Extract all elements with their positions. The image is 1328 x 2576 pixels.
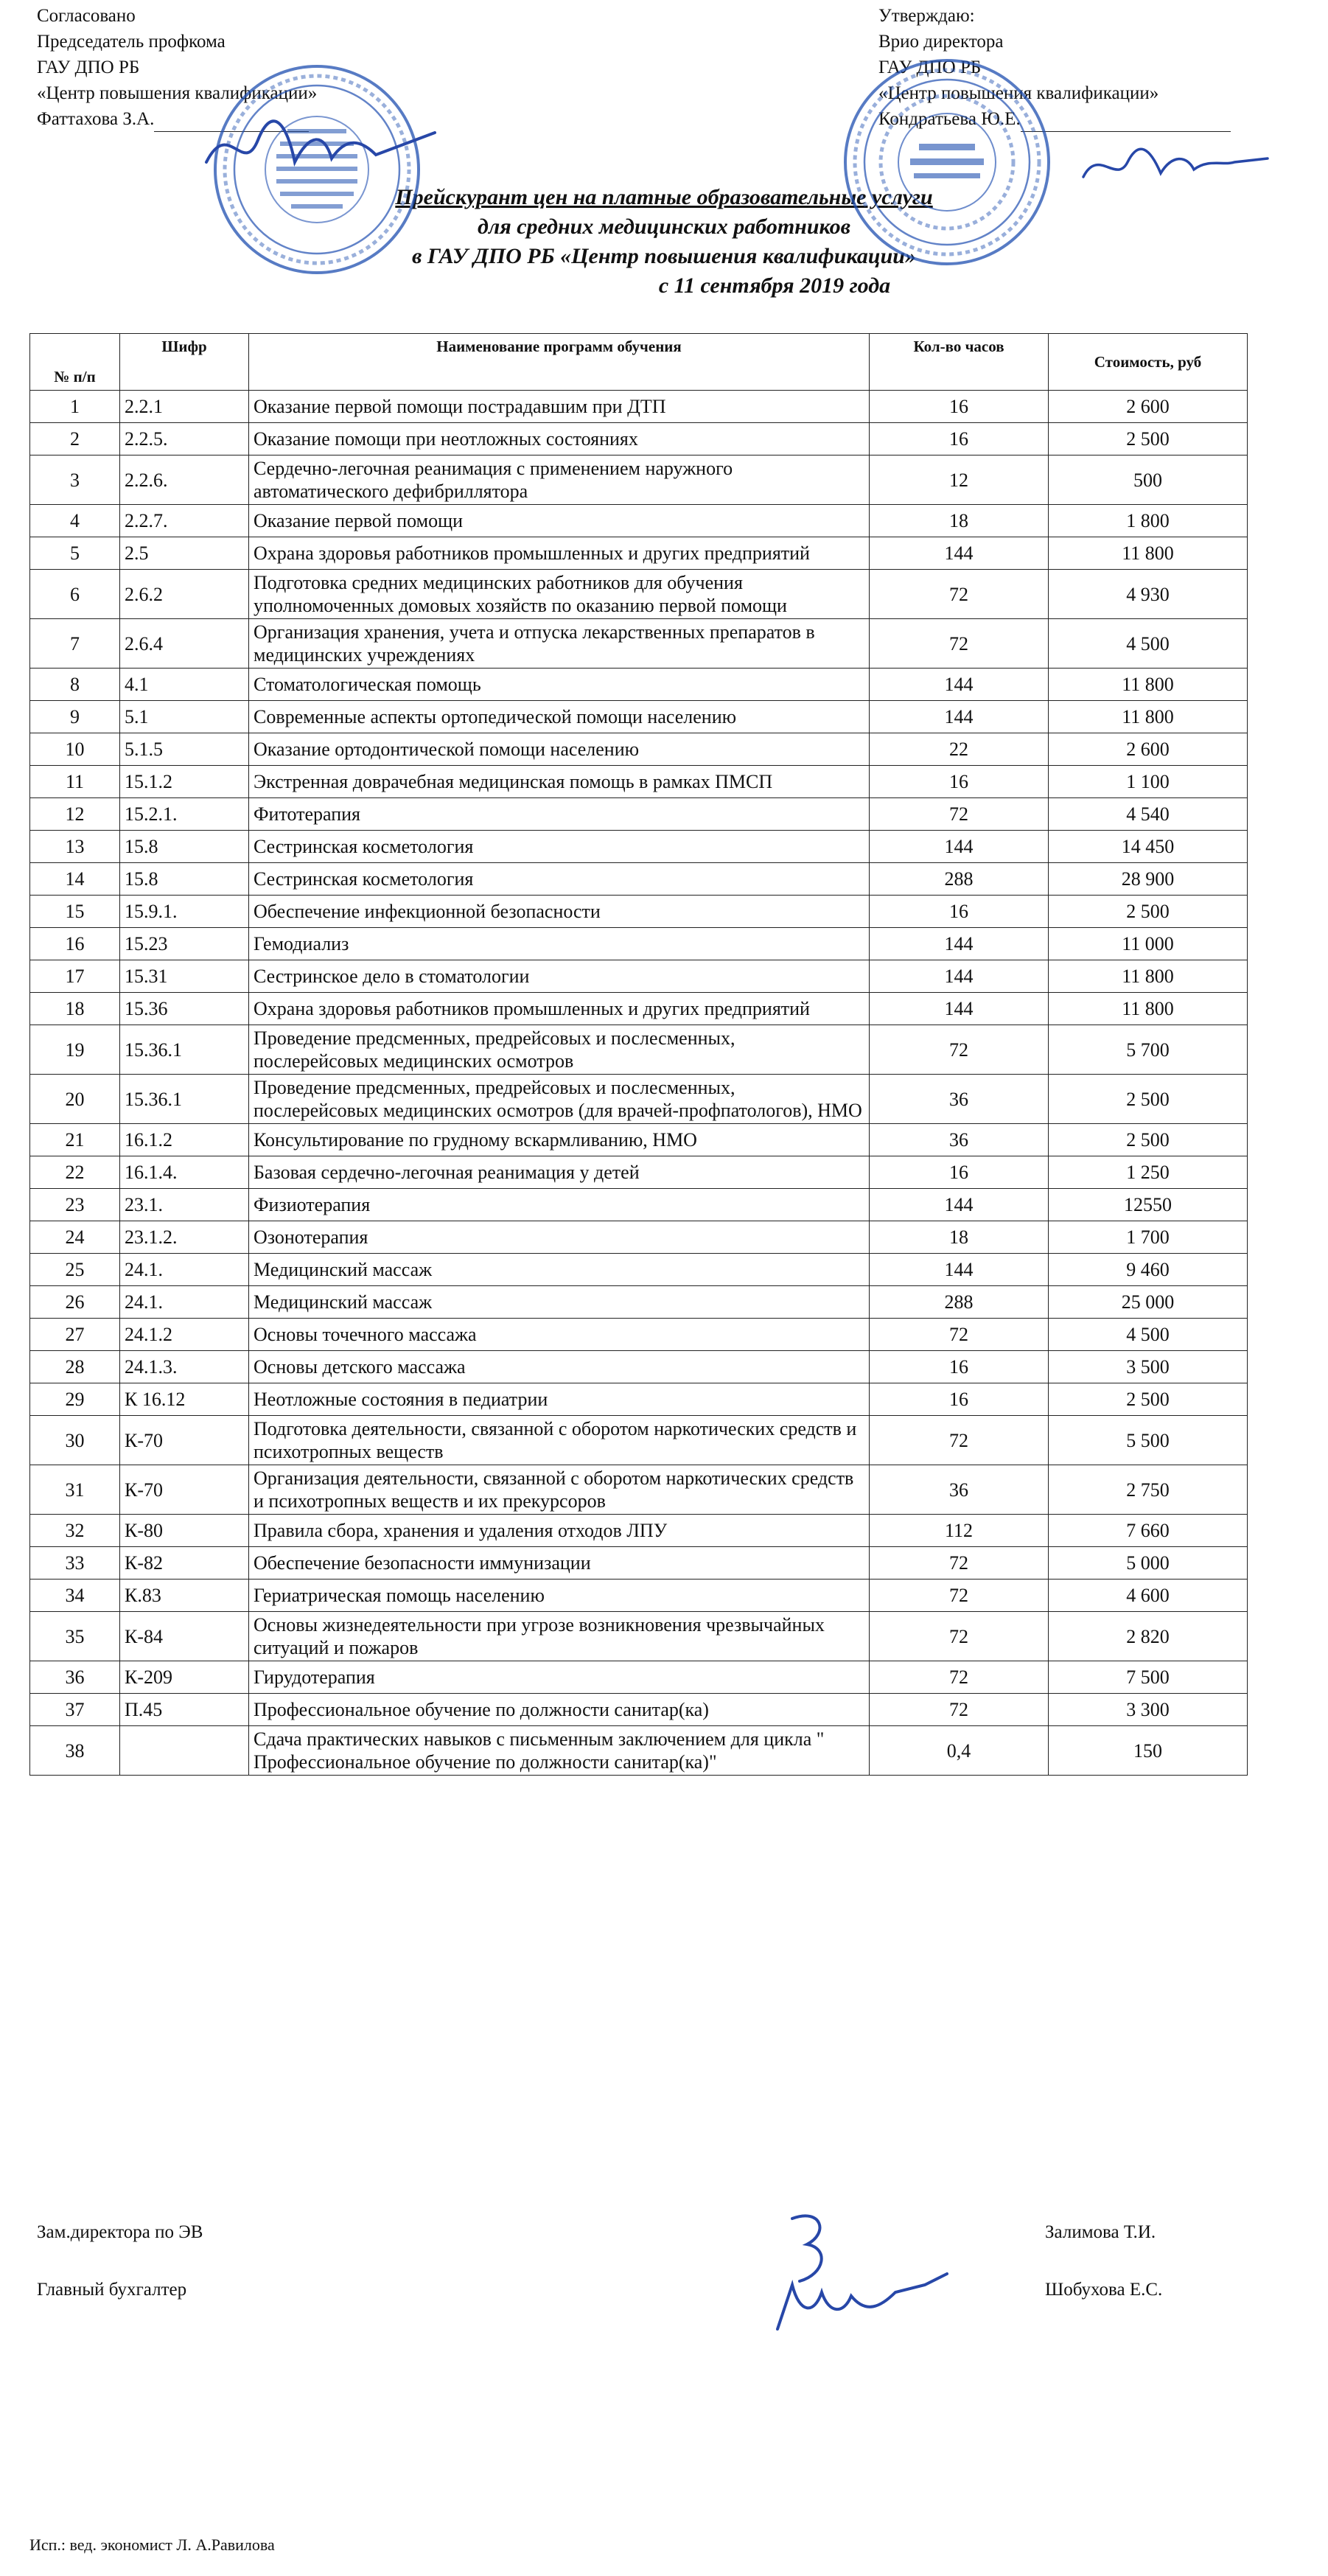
table-row <box>30 1515 1248 1547</box>
program-hours: 16 <box>870 1351 1049 1383</box>
program-price: 3 500 <box>1049 1351 1248 1383</box>
program-price: 2 600 <box>1049 733 1248 766</box>
table-row <box>30 733 1248 766</box>
program-code: 15.2.1. <box>120 798 249 831</box>
program-code: 15.1.2 <box>120 766 249 798</box>
program-code: К 16.12 <box>120 1383 249 1416</box>
program-price: 5 700 <box>1049 1025 1248 1075</box>
program-code: 15.23 <box>120 928 249 960</box>
program-price: 11 000 <box>1049 928 1248 960</box>
program-name: Стоматологическая помощь <box>249 669 870 701</box>
row-number: 34 <box>30 1580 120 1612</box>
program-price: 3 300 <box>1049 1694 1248 1726</box>
table-row <box>30 455 1248 505</box>
program-code: 2.6.2 <box>120 570 249 619</box>
row-number: 22 <box>30 1156 120 1189</box>
program-name: Базовая сердечно-легочная реанимация у детей <box>249 1156 870 1189</box>
table-row <box>30 1025 1248 1075</box>
table-row <box>30 1351 1248 1383</box>
table-row <box>30 1726 1248 1776</box>
table-row <box>30 423 1248 455</box>
program-name: Охрана здоровья работников промышленных и других предприятий <box>249 993 870 1025</box>
center-stamp <box>836 52 1058 273</box>
program-hours: 288 <box>870 863 1049 896</box>
approve-label: Утверждаю: <box>878 6 975 26</box>
union-chair-signature <box>199 111 442 184</box>
table-row <box>30 863 1248 896</box>
program-code: К-82 <box>120 1547 249 1580</box>
program-hours: 72 <box>870 1580 1049 1612</box>
program-hours: 72 <box>870 619 1049 669</box>
program-code: 2.2.6. <box>120 455 249 505</box>
table-row <box>30 1189 1248 1221</box>
row-number: 7 <box>30 619 120 669</box>
row-number: 38 <box>30 1726 120 1776</box>
table-header-row <box>30 334 1248 391</box>
row-number: 31 <box>30 1465 120 1515</box>
program-code: К-84 <box>120 1612 249 1661</box>
program-price: 1 800 <box>1049 505 1248 537</box>
program-hours: 72 <box>870 1694 1049 1726</box>
program-hours: 16 <box>870 1156 1049 1189</box>
program-name: Основы точечного массажа <box>249 1319 870 1351</box>
table-row <box>30 1416 1248 1465</box>
program-price: 12550 <box>1049 1189 1248 1221</box>
program-name: Неотложные состояния в педиатрии <box>249 1383 870 1416</box>
table-row <box>30 1612 1248 1661</box>
program-code: 16.1.2 <box>120 1124 249 1156</box>
program-name: Медицинский массаж <box>249 1286 870 1319</box>
program-price: 2 750 <box>1049 1465 1248 1515</box>
program-code: 16.1.4. <box>120 1156 249 1189</box>
row-number: 17 <box>30 960 120 993</box>
table-row <box>30 1319 1248 1351</box>
row-number: 16 <box>30 928 120 960</box>
program-hours: 16 <box>870 896 1049 928</box>
row-number: 11 <box>30 766 120 798</box>
row-number: 21 <box>30 1124 120 1156</box>
row-number: 1 <box>30 391 120 423</box>
table-row <box>30 896 1248 928</box>
union-chair-name: Фаттахова З.А. <box>37 106 317 132</box>
program-name: Подготовка деятельности, связанной с оборотом наркотических средств и психотропных веществ <box>249 1416 870 1465</box>
table-row <box>30 537 1248 570</box>
program-name: Современные аспекты ортопедической помощи населению <box>249 701 870 733</box>
row-number: 3 <box>30 455 120 505</box>
program-name: Оказание первой помощи пострадавшим при ДТП <box>249 391 870 423</box>
row-number: 12 <box>30 798 120 831</box>
program-code: К-80 <box>120 1515 249 1547</box>
table-row <box>30 1465 1248 1515</box>
table-row <box>30 1383 1248 1416</box>
title-line-1: Прейскурант цен на платные образовательные услуги <box>395 185 933 209</box>
program-price: 4 500 <box>1049 619 1248 669</box>
program-hours: 18 <box>870 1221 1049 1254</box>
program-name: Сдача практических навыков с письменным заключением для цикла " Профессиональное обучение по должности санитар(ка)" <box>249 1726 870 1776</box>
program-name: Озонотерапия <box>249 1221 870 1254</box>
row-number: 13 <box>30 831 120 863</box>
agreed-label: Согласовано <box>37 6 136 26</box>
price-table-body <box>30 391 1248 1776</box>
org-short-name-right: ГАУ ДПО РБ <box>878 57 982 77</box>
program-price: 2 500 <box>1049 1124 1248 1156</box>
row-number: 20 <box>30 1075 120 1124</box>
program-name: Организация хранения, учета и отпуска лекарственных препаратов в медицинских учреждениях <box>249 619 870 669</box>
row-number: 15 <box>30 896 120 928</box>
price-table <box>29 333 1248 1776</box>
program-price: 500 <box>1049 455 1248 505</box>
acting-director-label: Врио директора <box>878 32 1004 52</box>
program-code: К-209 <box>120 1661 249 1694</box>
program-price: 28 900 <box>1049 863 1248 896</box>
program-code: 23.1.2. <box>120 1221 249 1254</box>
deputy-director-name: Залимова Т.И. <box>1045 2222 1156 2242</box>
program-price: 7 500 <box>1049 1661 1248 1694</box>
chief-accountant-name: Шобухова Е.С. <box>1045 2280 1163 2300</box>
program-hours: 16 <box>870 391 1049 423</box>
table-row <box>30 619 1248 669</box>
program-price: 11 800 <box>1049 960 1248 993</box>
program-hours: 36 <box>870 1124 1049 1156</box>
row-number: 30 <box>30 1416 120 1465</box>
program-code: 24.1. <box>120 1286 249 1319</box>
program-code: 2.5 <box>120 537 249 570</box>
program-hours: 72 <box>870 1025 1049 1075</box>
row-number: 19 <box>30 1025 120 1075</box>
program-name: Организация деятельности, связанной с оборотом наркотических средств и психотропных веществ и их прекурсоров <box>249 1465 870 1515</box>
program-hours: 16 <box>870 423 1049 455</box>
header-program-name: Наименование программ обучения <box>249 334 870 391</box>
table-row <box>30 798 1248 831</box>
program-name: Гемодиализ <box>249 928 870 960</box>
row-number: 27 <box>30 1319 120 1351</box>
program-price: 1 250 <box>1049 1156 1248 1189</box>
program-code: 23.1. <box>120 1189 249 1221</box>
program-name: Обеспечение инфекционной безопасности <box>249 896 870 928</box>
program-name: Проведение предсменных, предрейсовых и послесменных, послерейсовых медицинских осмотров (для врачей-профпатологов), НМО <box>249 1075 870 1124</box>
program-name: Подготовка средних медицинских работников для обучения уполномоченных домовых хозяйств по оказанию первой помощи <box>249 570 870 619</box>
program-hours: 72 <box>870 798 1049 831</box>
program-price: 11 800 <box>1049 669 1248 701</box>
program-name: Сердечно-легочная реанимация с применением наружного автоматического дефибриллятора <box>249 455 870 505</box>
program-name: Сестринская косметология <box>249 831 870 863</box>
table-row <box>30 1156 1248 1189</box>
program-hours: 112 <box>870 1515 1049 1547</box>
program-hours: 22 <box>870 733 1049 766</box>
program-price: 7 660 <box>1049 1515 1248 1547</box>
table-row <box>30 993 1248 1025</box>
program-name: Основы детского массажа <box>249 1351 870 1383</box>
table-row <box>30 928 1248 960</box>
program-hours: 72 <box>870 1612 1049 1661</box>
program-name: Обеспечение безопасности иммунизации <box>249 1547 870 1580</box>
chief-accountant-role: Главный бухгалтер <box>37 2280 187 2300</box>
program-name: Гирудотерапия <box>249 1661 870 1694</box>
table-row <box>30 1547 1248 1580</box>
org-center-name: «Центр повышения квалификации» <box>37 83 318 103</box>
program-hours: 144 <box>870 537 1049 570</box>
program-name: Профессиональное обучение по должности санитар(ка) <box>249 1694 870 1726</box>
row-number: 10 <box>30 733 120 766</box>
table-row <box>30 1124 1248 1156</box>
program-name: Правила сбора, хранения и удаления отходов ЛПУ <box>249 1515 870 1547</box>
table-row <box>30 1254 1248 1286</box>
table-row <box>30 960 1248 993</box>
table-row <box>30 505 1248 537</box>
program-code: 2.2.5. <box>120 423 249 455</box>
program-name: Основы жизнедеятельности при угрозе возникновения чрезвычайных ситуаций и пожаров <box>249 1612 870 1661</box>
table-row <box>30 831 1248 863</box>
program-price: 4 600 <box>1049 1580 1248 1612</box>
program-code: 24.1. <box>120 1254 249 1286</box>
row-number: 8 <box>30 669 120 701</box>
program-code: К-70 <box>120 1416 249 1465</box>
document-title <box>0 183 1328 301</box>
program-name: Физиотерапия <box>249 1189 870 1221</box>
program-name: Гериатрическая помощь населению <box>249 1580 870 1612</box>
program-name: Экстренная доврачебная медицинская помощь в рамках ПМСП <box>249 766 870 798</box>
program-code: 24.1.3. <box>120 1351 249 1383</box>
row-number: 32 <box>30 1515 120 1547</box>
row-number: 26 <box>30 1286 120 1319</box>
program-price: 11 800 <box>1049 701 1248 733</box>
program-hours: 72 <box>870 1547 1049 1580</box>
program-price: 4 500 <box>1049 1319 1248 1351</box>
program-code: К.83 <box>120 1580 249 1612</box>
program-code: 2.2.1 <box>120 391 249 423</box>
program-hours: 72 <box>870 1319 1049 1351</box>
row-number: 33 <box>30 1547 120 1580</box>
program-hours: 16 <box>870 1383 1049 1416</box>
program-name: Сестринская косметология <box>249 863 870 896</box>
org-center-name-right: «Центр повышения квалификации» <box>878 83 1159 103</box>
table-row <box>30 1580 1248 1612</box>
row-number: 4 <box>30 505 120 537</box>
program-hours: 288 <box>870 1286 1049 1319</box>
program-price: 2 500 <box>1049 423 1248 455</box>
deputy-director-role: Зам.директора по ЭВ <box>37 2222 203 2242</box>
program-code: 15.8 <box>120 831 249 863</box>
program-price: 11 800 <box>1049 993 1248 1025</box>
program-name: Оказание первой помощи <box>249 505 870 537</box>
table-row <box>30 1286 1248 1319</box>
header-code: Шифр <box>120 334 249 391</box>
program-hours: 18 <box>870 505 1049 537</box>
table-row <box>30 391 1248 423</box>
title-line-2: для средних медицинских работников <box>478 214 850 239</box>
row-number: 29 <box>30 1383 120 1416</box>
program-price: 5 500 <box>1049 1416 1248 1465</box>
table-row <box>30 1075 1248 1124</box>
program-hours: 36 <box>870 1075 1049 1124</box>
program-price: 14 450 <box>1049 831 1248 863</box>
title-date: с 11 сентября 2019 года <box>658 273 891 298</box>
program-price: 9 460 <box>1049 1254 1248 1286</box>
table-row <box>30 1221 1248 1254</box>
table-row <box>30 766 1248 798</box>
program-code: 2.6.4 <box>120 619 249 669</box>
program-name: Фитотерапия <box>249 798 870 831</box>
row-number: 18 <box>30 993 120 1025</box>
program-price: 2 500 <box>1049 1383 1248 1416</box>
program-code <box>120 1726 249 1776</box>
program-code: 15.9.1. <box>120 896 249 928</box>
program-hours: 144 <box>870 669 1049 701</box>
row-number: 6 <box>30 570 120 619</box>
row-number: 5 <box>30 537 120 570</box>
program-hours: 144 <box>870 1254 1049 1286</box>
program-code: 4.1 <box>120 669 249 701</box>
program-code: 15.31 <box>120 960 249 993</box>
program-price: 25 000 <box>1049 1286 1248 1319</box>
program-name: Охрана здоровья работников промышленных и других предприятий <box>249 537 870 570</box>
row-number: 23 <box>30 1189 120 1221</box>
program-hours: 144 <box>870 993 1049 1025</box>
table-row <box>30 570 1248 619</box>
program-name: Оказание помощи при неотложных состояниях <box>249 423 870 455</box>
program-code: 15.36.1 <box>120 1075 249 1124</box>
program-code: 5.1 <box>120 701 249 733</box>
row-number: 9 <box>30 701 120 733</box>
program-price: 150 <box>1049 1726 1248 1776</box>
row-number: 28 <box>30 1351 120 1383</box>
chief-accountant-signature <box>748 2204 969 2336</box>
program-hours: 144 <box>870 960 1049 993</box>
program-hours: 0,4 <box>870 1726 1049 1776</box>
program-name: Оказание ортодонтической помощи населению <box>249 733 870 766</box>
program-name: Консультирование по грудному вскармливанию, НМО <box>249 1124 870 1156</box>
title-line-3: в ГАУ ДПО РБ «Центр повышения квалификации» <box>412 244 916 268</box>
program-code: 2.2.7. <box>120 505 249 537</box>
union-chair-label: Председатель профкома <box>37 32 226 52</box>
header-num: № п/п <box>30 334 120 391</box>
program-price: 2 500 <box>1049 896 1248 928</box>
program-price: 2 820 <box>1049 1612 1248 1661</box>
row-number: 37 <box>30 1694 120 1726</box>
program-price: 5 000 <box>1049 1547 1248 1580</box>
row-number: 24 <box>30 1221 120 1254</box>
program-price: 1 100 <box>1049 766 1248 798</box>
program-price: 11 800 <box>1049 537 1248 570</box>
program-hours: 144 <box>870 831 1049 863</box>
table-row <box>30 1661 1248 1694</box>
program-hours: 72 <box>870 570 1049 619</box>
table-row <box>30 669 1248 701</box>
program-name: Сестринское дело в стоматологии <box>249 960 870 993</box>
program-hours: 144 <box>870 928 1049 960</box>
program-code: П.45 <box>120 1694 249 1726</box>
program-price: 4 540 <box>1049 798 1248 831</box>
program-price: 4 930 <box>1049 570 1248 619</box>
program-hours: 12 <box>870 455 1049 505</box>
program-hours: 72 <box>870 1661 1049 1694</box>
program-hours: 36 <box>870 1465 1049 1515</box>
program-code: 15.36.1 <box>120 1025 249 1075</box>
program-code: 15.36 <box>120 993 249 1025</box>
program-hours: 72 <box>870 1416 1049 1465</box>
director-signature <box>1076 140 1275 192</box>
program-code: 24.1.2 <box>120 1319 249 1351</box>
row-number: 36 <box>30 1661 120 1694</box>
table-row <box>30 701 1248 733</box>
program-hours: 144 <box>870 701 1049 733</box>
program-hours: 144 <box>870 1189 1049 1221</box>
row-number: 25 <box>30 1254 120 1286</box>
row-number: 14 <box>30 863 120 896</box>
header-hours: Кол-во часов <box>870 334 1049 391</box>
row-number: 2 <box>30 423 120 455</box>
row-number: 35 <box>30 1612 120 1661</box>
header-price: Стоимость, руб <box>1049 334 1248 391</box>
program-code: 15.8 <box>120 863 249 896</box>
program-name: Медицинский массаж <box>249 1254 870 1286</box>
program-price: 2 600 <box>1049 391 1248 423</box>
program-code: К-70 <box>120 1465 249 1515</box>
program-code: 5.1.5 <box>120 733 249 766</box>
program-price: 1 700 <box>1049 1221 1248 1254</box>
org-short-name: ГАУ ДПО РБ <box>37 57 140 77</box>
table-row <box>30 1694 1248 1726</box>
program-hours: 16 <box>870 766 1049 798</box>
director-name: Кондратьева Ю.Е. <box>878 106 1231 132</box>
program-price: 2 500 <box>1049 1075 1248 1124</box>
prepared-by: Исп.: вед. экономист Л. А.Равилова <box>29 2535 275 2554</box>
program-name: Проведение предсменных, предрейсовых и послесменных, послерейсовых медицинских осмотров <box>249 1025 870 1075</box>
